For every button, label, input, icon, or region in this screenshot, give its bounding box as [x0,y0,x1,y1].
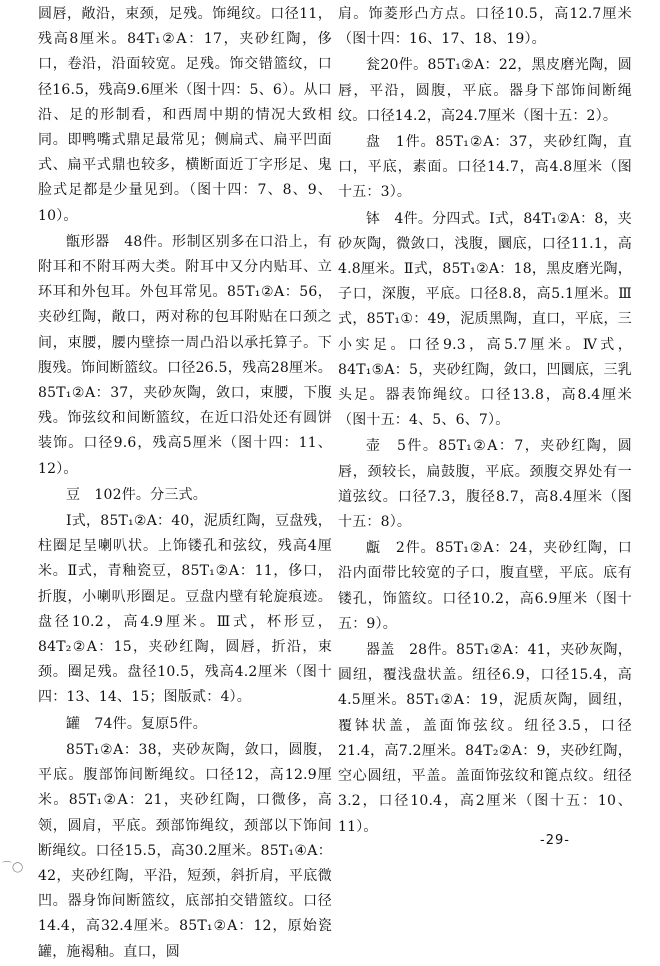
right-column [338,2,632,841]
page-number: -29- [540,833,570,848]
paragraph-right-5: 壶 5件。85T₁②A：7，夹砂红陶，圆唇，颈较长，扁鼓腹，平底。颈腹交界处有一道弦纹。口径7.3，腹径8.7，高8.4厘米（图十五：8）。 [338,438,632,531]
paragraph-left-2: 甑形器 48件。形制区别多在口沿上，有附耳和不附耳两大类。附耳中又分内贴耳、立环耳和外包耳。外包耳常见。85T₁②A：56，夹砂红陶，敞口，两对称的包耳附贴在口颈之间，束腰，腰内壁捺一周凸沿以承托算子。下腹残。饰间断篮纹。口径26.5，残高28厘米。85T₁②A：37，夹砂灰陶，敛口，束腰，下腹残。饰弦纹和间断篮纹，在近口沿处还有圆饼装饰。口径9.6，残高5厘米（图十四：11、12）。 [38,233,332,477]
paragraph-right-1: 肩。饰菱形凸方点。口径10.5，高12.7厘米（图十四：16、17、18、19）。 [338,6,632,48]
paragraph-left-6: 85T₁②A：38，夹砂灰陶，敛口，圆腹，平底。腹部饰间断绳纹。口径12，高12.9厘米。85T₁②A：21，夹砂红陶，口微侈，高领，圆肩，平底。颈部饰绳纹，颈部以下饰间断绳纹。口径15.5，高30.2厘米。85T₁④A：42，夹砂红陶，平沿，短颈，斜折肩，平底微凹。器身饰间断篮纹，底部拍交错篮纹。口径14.4，高32.4厘米。85T₁②A：12，原始瓷罐，施褐釉。直口，圆 [38,741,332,960]
paragraph-right-4: 钵 4件。分四式。Ⅰ式，84T₁②A：8，夹砂灰陶，微敛口，浅腹，圜底，口径11.1，高4.8厘米。Ⅱ式，85T₁②A：18，黑皮磨光陶，子口，深腹，平底。口径8.8，高5.1厘米。Ⅲ式，85T₁①：49，泥质黑陶，直口，平底，三小实足。口径9.3，高5.7厘米。Ⅳ式，84T₁⑤A：5，夹砂红陶，敛口，凹圜底，三乳头足。器表饰绳纹。口径13.8，高8.4厘米（图十五：4、5、6、7）。 [338,210,632,429]
paragraph-right-6: 甗 2件。85T₁②A：24，夹砂红陶，口沿内面带比较宽的子口，腹直壁，平底。底有镂孔，饰篮纹。口径10.2，高6.9厘米（图十五：9）。 [338,540,632,632]
paragraph-left-5: 罐 74件。复原5件。 [66,715,207,732]
paragraph-right-7: 器盖 28件。85T₁②A：41，夹砂灰陶，圆纽，覆浅盘状盖。纽径6.9，口径15.4，高4.5厘米。85T₁②A：19，泥质灰陶，圆纽，覆钵状盖，盖面饰弦纹。纽径3.5，口径21.4，高7.2厘米。84T₂②A：9，夹砂红陶，空心圆纽，平盖。盖面饰弦纹和篦点纹。纽径3.2，口径10.4，高2厘米（图十五：10、11）。 [338,642,632,835]
paragraph-left-3: 豆 102件。分三式。 [66,486,207,503]
paragraph-left-1: 圆唇，敞沿，束颈，足残。饰绳纹。口径11，残高8厘米。84T₁②A：17，夹砂红陶，侈口，卷沿，沿面较宽。足残。饰交错篮纹，口径16.5，残高9.6厘米（图十四：5、6）。从口沿、足的形制看，和西周中期的情况大致相同。即鸭嘴式鼎足最常见；侧扁式、扁平凹面式、扁平式鼎也较多，横断面近丁字形足、鬼脸式足都是少量见到。（图十四：7、8、9、10）。 [38,6,332,224]
paragraph-right-3: 盘 1件。85T₁②A：37，夹砂红陶，直口，平底，素面。口径14.7，高4.8厘米（图十五：3）。 [338,134,632,201]
paragraph-left-4: Ⅰ式，85T₁②A：40，泥质红陶，豆盘残，柱圈足呈喇叭状。上饰镂孔和弦纹，残高4厘米。Ⅱ式，青釉瓷豆，85T₁②A：11，侈口，折腹，小喇叭形圈足。豆盘内壁有轮旋痕迹。盘径10.2，高4.9厘米。Ⅲ式，杯形豆，84T₂②A：15，夹砂红陶，圆唇，折沿，束颈。圈足残。盘径10.5，残高4.2厘米（图十四：13、14、15；图版贰：4）。 [38,513,332,706]
left-column [38,2,332,966]
paragraph-right-2: 瓮20件。85T₁②A：22，黑皮磨光陶，圆唇，平沿，圆腹，平底。器身下部饰间断绳纹。口径14.2，高24.7厘米（图十五：2）。 [338,57,632,124]
corner-mark: ⌒◯ [2,862,24,873]
